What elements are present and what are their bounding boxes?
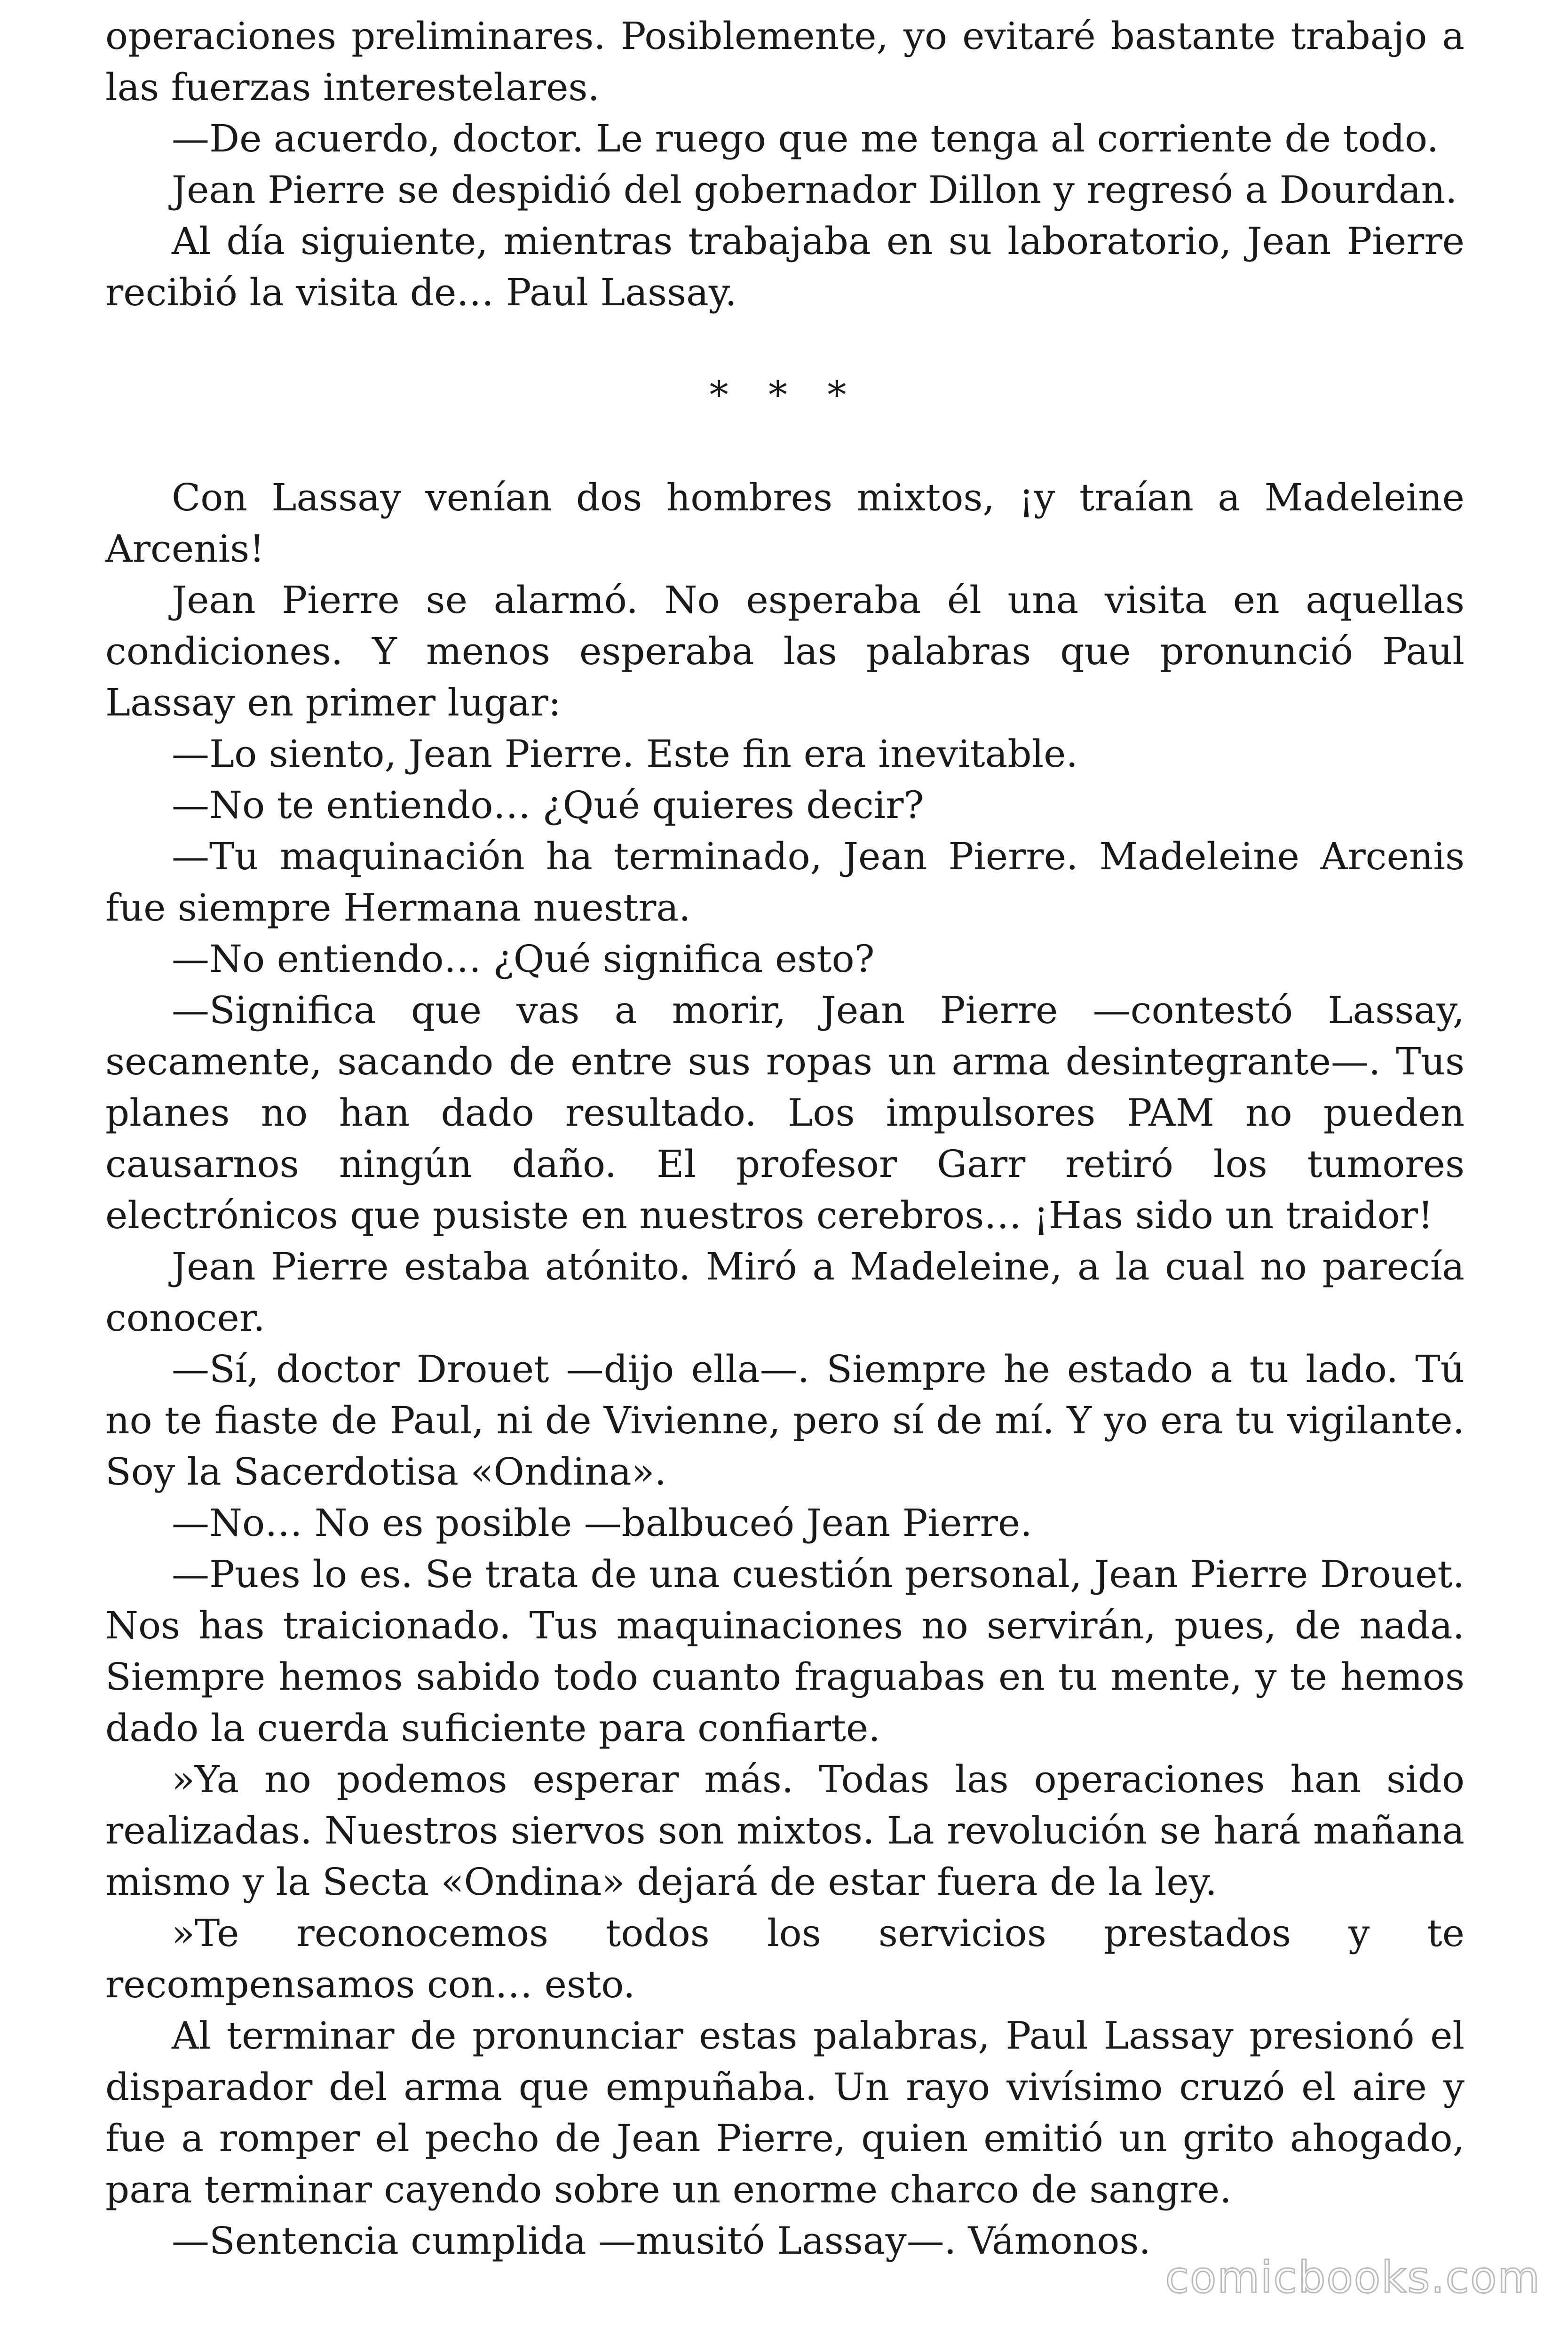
paragraph: Jean Pierre se despidió del gobernador Dillon y regresó a Dourdan. [172,168,1457,212]
paragraph: »Ya no podemos esperar más. Todas las operaciones han sido realizadas. Nuestros siervos son mixtos. La revolución se hará mañana mismo y la Secta «Ondina» dejará de estar fuera de la ley. [105,1757,1465,1904]
paragraph: —No te entiendo… ¿Qué quieres decir? [172,783,924,827]
paragraph: Al día siguiente, mientras trabajaba en su laboratorio, Jean Pierre recibió la visita de… Paul Lassay. [105,219,1465,314]
paragraph: Con Lassay venían dos hombres mixtos, ¡y traían a Madeleine Arcenis! [105,476,1465,571]
section-separator: * * * [709,373,861,417]
paragraph: —Tu maquinación ha terminado, Jean Pierre. Madeleine Arcenis fue siempre Hermana nuestra. [105,834,1465,930]
paragraph: —De acuerdo, doctor. Le ruego que me tenga al corriente de todo. [172,117,1439,160]
paragraph: —Sí, doctor Drouet —dijo ella—. Siempre he estado a tu lado. Tú no te fiaste de Paul, ni de Vivienne, pero sí de mí. Y yo era tu vigilante. Soy la Sacerdotisa «Ondina». [105,1347,1465,1494]
paragraph: —Pues lo es. Se trata de una cuestión personal, Jean Pierre Drouet. Nos has traicionado. Tus maquinaciones no servirán, pues, de nada. Siempre hemos sabido todo cuanto fraguabas en tu mente, y te hemos dado la cuerda suficiente para confiarte. [105,1552,1465,1750]
paragraph: —Sentencia cumplida —musitó Lassay—. Vámonos. [172,2219,1151,2263]
paragraph: Al terminar de pronunciar estas palabras, Paul Lassay presionó el disparador del arma que empuñaba. Un rayo vivísimo cruzó el aire y fue a romper el pecho de Jean Pierre, quien emitió un grito ahogado, para terminar cayendo sobre un enorme charco de sangre. [105,2014,1465,2211]
paragraph: operaciones preliminares. Posiblemente, yo evitaré bastante trabajo a las fuerzas interestelares. [105,14,1465,109]
paragraph: Jean Pierre se alarmó. No esperaba él una visita en aquellas condiciones. Y menos esperaba las palabras que pronunció Paul Lassay en primer lugar: [105,578,1465,724]
paragraph: —Significa que vas a morir, Jean Pierre —contestó Lassay, secamente, sacando de entre sus ropas un arma desintegrante—. Tus planes no han dado resultado. Los impulsores PAM no pueden causarnos ningún daño. El profesor Garr retiró los tumores electrónicos que pusiste en nuestros cerebros… ¡Has sido un traidor! [105,988,1465,1237]
paragraph: —Lo siento, Jean Pierre. Este fin era inevitable. [172,732,1078,776]
paragraph: Jean Pierre estaba atónito. Miró a Madeleine, a la cual no parecía conocer. [105,1245,1465,1340]
paragraph: »Te reconocemos todos los servicios prestados y te recompensamos con… esto. [105,1911,1465,2006]
paragraph: —No entiendo… ¿Qué significa esto? [172,937,875,981]
paragraph: —No… No es posible —balbuceó Jean Pierre. [172,1501,1032,1545]
watermark-logo: comicbooks.com [1165,2252,1541,2303]
page-body [105,10,1465,2266]
